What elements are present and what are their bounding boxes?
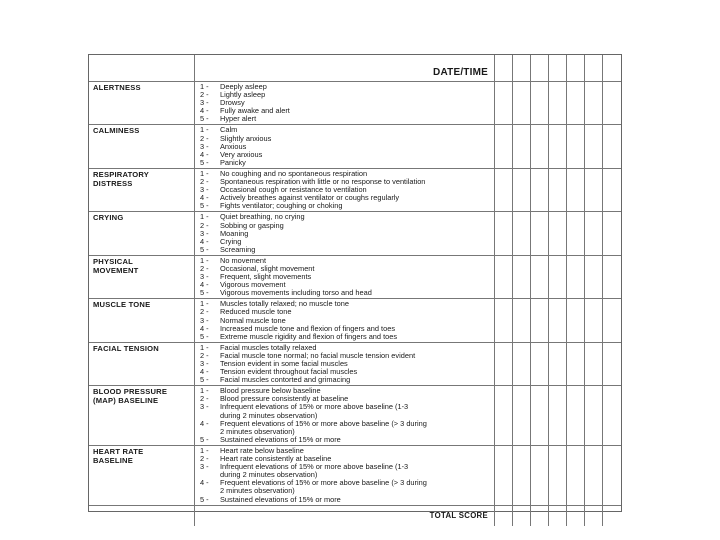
option-number: 3 - [200,359,209,368]
option-number: 5 - [200,331,209,341]
category-options [195,125,495,168]
option-text: Occasional, slight movement [220,263,315,273]
option-text: Facial muscles contorted and grimacing [220,375,351,385]
date-time-entry-cell[interactable] [531,55,549,82]
score-entry-cell[interactable] [549,256,567,299]
option-text: Panicky [220,157,246,167]
category-options [195,446,495,506]
option-text: Drowsy [220,98,245,108]
option-number: 5 - [200,288,209,298]
category-label: BLOOD PRESSURE (MAP) BASELINE [89,386,195,446]
option-row [198,479,491,495]
option-text: Sobbing or gasping [220,220,284,230]
option-text: Sustained elevations of 15% or more [220,434,341,444]
score-entry-cell[interactable] [585,386,603,446]
score-entry-cell[interactable] [585,343,603,386]
option-row [198,202,491,210]
score-entry-cell[interactable] [495,82,513,125]
option-number: 3 - [200,402,209,412]
option-text: Muscles totally relaxed; no muscle tone [220,299,349,309]
option-number: 4 - [200,280,209,290]
score-entry-cell[interactable] [549,82,567,125]
option-number: 2 - [200,133,209,143]
score-entry-cell[interactable] [495,125,513,168]
score-entry-cell[interactable] [567,343,585,386]
date-time-entry-cell[interactable] [585,55,603,82]
score-entry-cell[interactable] [603,212,621,255]
option-number: 4 - [200,323,209,333]
score-entry-cell[interactable] [567,125,585,168]
option-number: 4 - [200,367,209,377]
score-entry-cell[interactable] [495,386,513,446]
option-number: 4 - [200,106,209,116]
total-score-entry-cell[interactable] [531,506,549,526]
total-score-entry-cell[interactable] [585,506,603,526]
option-row [198,436,491,444]
option-text: Reduced muscle tone [220,307,292,317]
option-row [198,289,491,297]
option-number: 5 - [200,201,209,211]
option-text: Frequent elevations of 15% or more above baseline (> 3 during 2 minutes observation) [220,478,427,496]
option-text: Anxious [220,141,247,151]
option-text: Calm [220,125,238,135]
option-number: 3 - [200,272,209,282]
option-number: 3 - [200,98,209,108]
category-label: CRYING [89,212,195,255]
option-text: Deeply asleep [220,82,267,91]
score-entry-cell[interactable] [495,169,513,212]
option-text: Heart rate below baseline [220,445,304,455]
score-entry-cell[interactable] [603,343,621,386]
category-options [195,256,495,299]
option-number: 1 - [200,212,209,222]
date-time-entry-cell[interactable] [603,55,621,82]
category-label: FACIAL TENSION [89,343,195,386]
total-score-entry-cell[interactable] [549,506,567,526]
option-text: Vigorous movements including torso and head [220,288,372,298]
category-options [195,212,495,255]
option-text: Fully awake and alert [220,106,290,116]
date-time-entry-cell[interactable] [513,55,531,82]
option-number: 2 - [200,220,209,230]
option-number: 1 - [200,299,209,309]
option-row [198,159,491,167]
category-label: PHYSICAL MOVEMENT [89,256,195,299]
option-text: No coughing and no spontaneous respiration [220,168,368,178]
date-time-header: DATE/TIME [195,55,495,82]
total-blank-cell [89,506,195,526]
score-entry-cell[interactable] [531,343,549,386]
option-text: Infrequent elevations of 15% or more above baseline (1-3 during 2 minutes observation) [220,462,409,480]
option-number: 3 - [200,185,209,195]
score-entry-cell[interactable] [531,125,549,168]
score-entry-cell[interactable] [513,212,531,255]
score-entry-cell[interactable] [603,125,621,168]
category-options [195,386,495,446]
option-row [198,246,491,254]
score-entry-cell[interactable] [549,386,567,446]
score-entry-cell[interactable] [531,446,549,506]
score-entry-cell[interactable] [549,212,567,255]
option-number: 2 - [200,454,209,464]
score-entry-cell[interactable] [585,446,603,506]
category-label: RESPIRATORY DISTRESS [89,169,195,212]
score-entry-cell[interactable] [585,169,603,212]
category-label: MUSCLE TONE [89,299,195,342]
total-score-label: TOTAL SCORE [195,506,495,526]
option-number: 5 - [200,114,209,124]
header-blank-cell [89,55,195,82]
category-options [195,82,495,125]
option-text: Very anxious [220,149,263,159]
score-entry-cell[interactable] [495,343,513,386]
score-entry-cell[interactable] [495,446,513,506]
date-time-entry-cell[interactable] [549,55,567,82]
score-entry-cell[interactable] [549,343,567,386]
comfort-scale-form [88,54,622,521]
option-text: Lightly asleep [220,90,266,100]
score-entry-cell[interactable] [531,82,549,125]
option-text: Fights ventilator; coughing or choking [220,201,343,211]
score-entry-cell[interactable] [585,256,603,299]
score-entry-cell[interactable] [495,212,513,255]
score-entry-cell[interactable] [585,299,603,342]
option-text: Facial muscle tone normal; no facial muscle tension evident [220,350,416,360]
option-number: 1 - [200,82,209,91]
option-number: 5 - [200,375,209,385]
option-number: 3 - [200,141,209,151]
option-number: 2 - [200,350,209,360]
option-number: 2 - [200,394,209,404]
option-number: 1 - [200,125,209,135]
score-entry-cell[interactable] [531,256,549,299]
option-text: Moaning [220,228,249,238]
option-text: Tension evident in some facial muscles [220,359,348,368]
score-entry-cell[interactable] [567,386,585,446]
score-entry-cell[interactable] [495,299,513,342]
option-text: Infrequent elevations of 15% or more above baseline (1-3 during 2 minutes observation) [220,402,409,420]
option-text: Extreme muscle rigidity and flexion of fingers and toes [220,331,398,341]
option-text: Actively breathes against ventilator or coughs regularly [220,193,400,203]
option-number: 4 - [200,236,209,246]
option-number: 5 - [200,244,209,254]
score-entry-cell[interactable] [585,125,603,168]
score-entry-cell[interactable] [513,343,531,386]
option-text: Sustained elevations of 15% or more [220,494,341,504]
option-text: Occasional cough or resistance to ventilation [220,185,367,195]
option-number: 3 - [200,315,209,325]
option-text: Slightly anxious [220,133,272,143]
score-entry-cell[interactable] [567,212,585,255]
option-row [198,420,491,436]
category-label: CALMINESS [89,125,195,168]
score-entry-cell[interactable] [567,299,585,342]
score-entry-cell[interactable] [495,256,513,299]
score-entry-cell[interactable] [513,386,531,446]
option-row [198,115,491,123]
option-number: 2 - [200,263,209,273]
option-text: Blood pressure below baseline [220,386,321,396]
total-score-entry-cell[interactable] [513,506,531,526]
option-number: 5 - [200,494,209,504]
option-text: Tension evident throughout facial muscles [220,367,358,377]
option-number: 3 - [200,228,209,238]
score-entry-cell[interactable] [603,256,621,299]
option-row [198,376,491,384]
option-text: Hyper alert [220,114,257,124]
option-number: 4 - [200,418,209,428]
option-number: 2 - [200,177,209,187]
category-options [195,343,495,386]
score-entry-cell[interactable] [567,82,585,125]
score-entry-cell[interactable] [603,446,621,506]
option-number: 4 - [200,149,209,159]
category-options [195,169,495,212]
option-number: 5 - [200,434,209,444]
score-entry-cell[interactable] [513,256,531,299]
option-text: Facial muscles totally relaxed [220,342,317,352]
score-entry-cell[interactable] [513,82,531,125]
total-score-entry-cell[interactable] [567,506,585,526]
score-entry-cell[interactable] [549,446,567,506]
option-number: 1 - [200,168,209,178]
option-text: Heart rate consistently at baseline [220,454,332,464]
score-entry-cell[interactable] [567,169,585,212]
score-entry-cell[interactable] [549,169,567,212]
score-entry-cell[interactable] [567,256,585,299]
score-entry-cell[interactable] [531,386,549,446]
option-text: Blood pressure consistently at baseline [220,394,349,404]
category-options [195,299,495,342]
total-score-entry-cell[interactable] [495,506,513,526]
category-label: ALERTNESS [89,82,195,125]
score-entry-cell[interactable] [531,299,549,342]
total-score-entry-cell[interactable] [603,506,621,526]
category-label: HEART RATE BASELINE [89,446,195,506]
option-number: 1 - [200,445,209,455]
option-text: Crying [220,236,242,246]
option-text: Vigorous movement [220,280,286,290]
option-text: Screaming [220,244,256,254]
option-text: Normal muscle tone [220,315,286,325]
option-number: 3 - [200,462,209,472]
score-entry-cell[interactable] [549,299,567,342]
score-entry-cell[interactable] [513,299,531,342]
option-row [198,230,491,238]
option-number: 1 - [200,342,209,352]
score-entry-cell[interactable] [513,169,531,212]
option-text: Quiet breathing, no crying [220,212,305,222]
score-entry-cell[interactable] [513,125,531,168]
date-time-entry-cell[interactable] [495,55,513,82]
option-text: Spontaneous respiration with little or no response to ventilation [220,177,426,187]
score-entry-cell[interactable] [603,169,621,212]
score-entry-cell[interactable] [531,169,549,212]
option-number: 1 - [200,386,209,396]
score-entry-cell[interactable] [585,82,603,125]
option-number: 2 - [200,307,209,317]
option-text: No movement [220,255,267,265]
option-number: 4 - [200,478,209,488]
score-entry-cell[interactable] [585,212,603,255]
option-number: 1 - [200,255,209,265]
score-entry-cell[interactable] [531,212,549,255]
option-text: Increased muscle tone and flexion of fingers and toes [220,323,396,333]
option-row [198,403,491,419]
date-time-entry-cell[interactable] [567,55,585,82]
score-entry-cell[interactable] [549,125,567,168]
option-text: Frequent, slight movements [220,272,312,282]
option-number: 2 - [200,90,209,100]
score-entry-cell[interactable] [513,446,531,506]
option-number: 4 - [200,193,209,203]
option-row [198,463,491,479]
score-entry-cell[interactable] [567,446,585,506]
score-entry-cell[interactable] [603,386,621,446]
option-number: 5 - [200,157,209,167]
option-row [198,333,491,341]
score-entry-cell[interactable] [603,82,621,125]
score-entry-cell[interactable] [603,299,621,342]
option-text: Frequent elevations of 15% or more above baseline (> 3 during 2 minutes observation) [220,418,427,436]
option-row [198,496,491,504]
